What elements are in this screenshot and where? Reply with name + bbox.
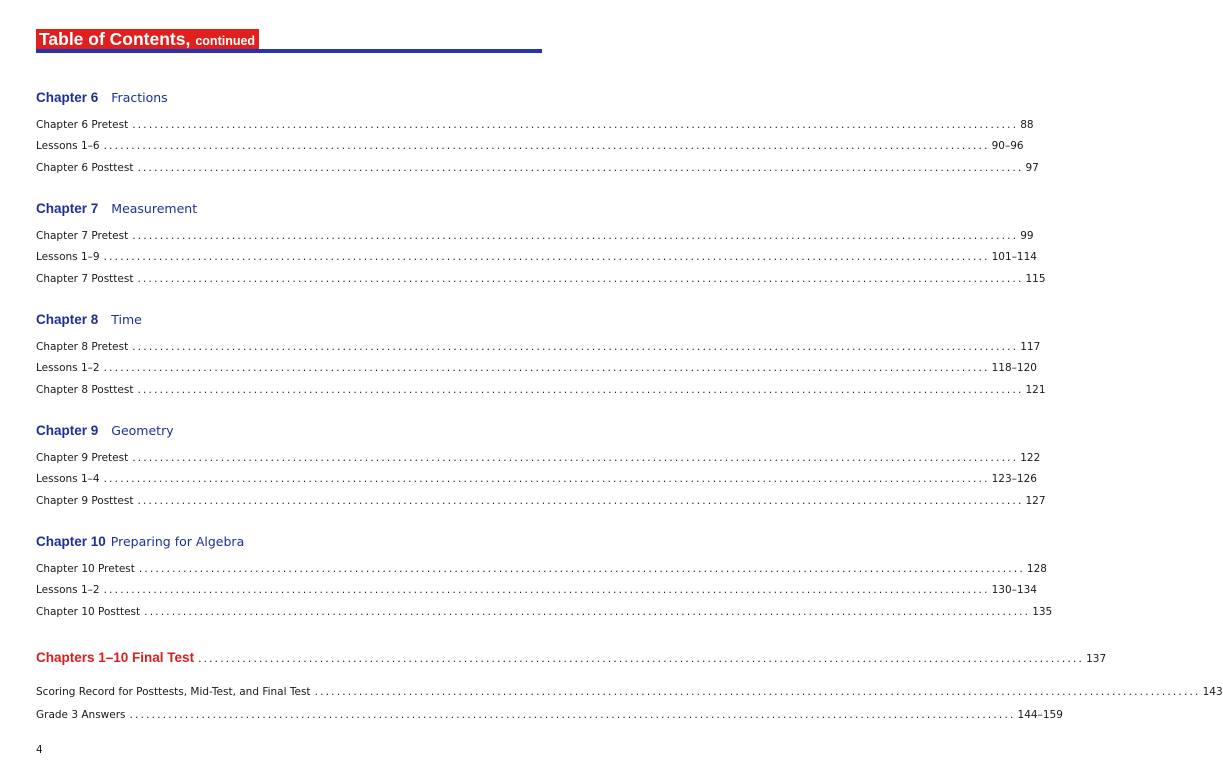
toc-entry[interactable] bbox=[36, 118, 1034, 132]
header-rule bbox=[36, 49, 542, 53]
chapter-heading bbox=[36, 90, 168, 107]
dot-leader: ................................................................................................................................................................ bbox=[132, 230, 1019, 242]
chapter-name: Preparing for Algebra bbox=[110, 534, 245, 549]
chapter-number: Chapter 7 bbox=[36, 201, 99, 216]
dot-leader: ................................................................................................................................................................ bbox=[198, 653, 1085, 665]
chapter-name: Time bbox=[111, 312, 142, 327]
entry-page: 117 bbox=[1020, 341, 1041, 353]
entry-label: Chapter 9 Pretest bbox=[36, 452, 129, 464]
entry-page: 123–126 bbox=[991, 473, 1037, 485]
entry-page: 127 bbox=[1025, 495, 1046, 507]
page-number: 4 bbox=[36, 744, 43, 756]
entry-label: Lessons 1–9 bbox=[36, 251, 100, 263]
chapter-heading bbox=[36, 312, 142, 329]
entry-label: Chapter 6 Posttest bbox=[36, 162, 134, 174]
chapter-heading bbox=[36, 534, 244, 551]
entry-page: 90–96 bbox=[991, 140, 1024, 152]
entry-label: Chapter 7 Pretest bbox=[36, 230, 129, 242]
dot-leader: ................................................................................................................................................................ bbox=[138, 563, 1025, 575]
dot-leader: ................................................................................................................................................................ bbox=[132, 119, 1019, 131]
entry-label: Lessons 1–6 bbox=[36, 140, 100, 152]
entry-label: Scoring Record for Posttests, Mid-Test, and Final Test bbox=[36, 686, 311, 698]
final-test-label: Chapters 1–10 Final Test bbox=[36, 650, 195, 665]
entry-page: 122 bbox=[1020, 452, 1041, 464]
entry-page: 130–134 bbox=[991, 584, 1037, 596]
entry-page: 97 bbox=[1025, 162, 1039, 174]
chapter-heading bbox=[36, 423, 174, 440]
dot-leader: ................................................................................................................................................................ bbox=[144, 606, 1031, 618]
entry-label: Chapter 6 Pretest bbox=[36, 119, 129, 131]
dot-leader: ................................................................................................................................................................ bbox=[132, 341, 1019, 353]
toc-entry[interactable] bbox=[36, 708, 1063, 722]
final-test-entry[interactable] bbox=[36, 650, 1107, 666]
entry-label: Lessons 1–2 bbox=[36, 362, 100, 374]
dot-leader: ................................................................................................................................................................ bbox=[103, 140, 990, 152]
entry-page: 118–120 bbox=[991, 362, 1037, 374]
page-subtitle: continued bbox=[195, 34, 256, 48]
dot-leader: ................................................................................................................................................................ bbox=[132, 452, 1019, 464]
dot-leader: ................................................................................................................................................................ bbox=[103, 251, 990, 263]
toc-entry[interactable] bbox=[36, 494, 1046, 508]
dot-leader: ................................................................................................................................................................ bbox=[103, 473, 990, 485]
dot-leader: ................................................................................................................................................................ bbox=[103, 584, 990, 596]
toc-entry[interactable] bbox=[36, 605, 1053, 619]
entry-label: Lessons 1–2 bbox=[36, 584, 100, 596]
entry-page: 121 bbox=[1025, 384, 1046, 396]
entry-label: Chapter 7 Posttest bbox=[36, 273, 134, 285]
dot-leader: ................................................................................................................................................................ bbox=[103, 362, 990, 374]
chapter-number: Chapter 6 bbox=[36, 90, 99, 105]
toc-entry[interactable] bbox=[36, 583, 1037, 597]
entry-page: 101–114 bbox=[991, 251, 1037, 263]
entry-label: Chapter 9 Posttest bbox=[36, 495, 134, 507]
toc-entry[interactable] bbox=[36, 250, 1037, 264]
chapter-name: Fractions bbox=[111, 90, 168, 105]
toc-entry[interactable] bbox=[36, 361, 1037, 375]
final-test-page: 137 bbox=[1086, 653, 1107, 665]
chapter-number: Chapter 8 bbox=[36, 312, 99, 327]
toc-entry[interactable] bbox=[36, 451, 1041, 465]
entry-page: 99 bbox=[1020, 230, 1034, 242]
entry-page: 88 bbox=[1020, 119, 1034, 131]
entry-label: Chapter 10 Pretest bbox=[36, 563, 135, 575]
entry-page: 135 bbox=[1032, 606, 1053, 618]
page-title: Table of Contents, bbox=[39, 29, 191, 49]
toc-header bbox=[36, 29, 542, 57]
dot-leader: ................................................................................................................................................................ bbox=[137, 384, 1024, 396]
entry-label: Chapter 8 Pretest bbox=[36, 341, 129, 353]
entry-page: 143 bbox=[1202, 686, 1223, 698]
title-banner bbox=[36, 29, 259, 49]
toc-entry[interactable] bbox=[36, 383, 1046, 397]
toc-entry[interactable] bbox=[36, 340, 1041, 354]
dot-leader: ................................................................................................................................................................ bbox=[129, 709, 1016, 721]
chapter-heading bbox=[36, 201, 197, 218]
dot-leader: ................................................................................................................................................................ bbox=[137, 162, 1024, 174]
toc-entry[interactable] bbox=[36, 472, 1037, 486]
toc-entry[interactable] bbox=[36, 229, 1034, 243]
toc-entry[interactable] bbox=[36, 161, 1039, 175]
toc-entry[interactable] bbox=[36, 139, 1024, 153]
entry-page: 144–159 bbox=[1017, 709, 1063, 721]
toc-entry[interactable] bbox=[36, 562, 1047, 576]
entry-label: Grade 3 Answers bbox=[36, 709, 126, 721]
toc-entry[interactable] bbox=[36, 685, 1223, 699]
chapter-name: Geometry bbox=[111, 423, 174, 438]
dot-leader: ................................................................................................................................................................ bbox=[137, 273, 1024, 285]
dot-leader: ................................................................................................................................................................ bbox=[314, 686, 1201, 698]
chapter-name: Measurement bbox=[111, 201, 198, 216]
entry-label: Chapter 10 Posttest bbox=[36, 606, 141, 618]
entry-page: 115 bbox=[1025, 273, 1046, 285]
entry-page: 128 bbox=[1026, 563, 1047, 575]
chapter-number: Chapter 9 bbox=[36, 423, 99, 438]
toc-entry[interactable] bbox=[36, 272, 1046, 286]
entry-label: Lessons 1–4 bbox=[36, 473, 100, 485]
entry-label: Chapter 8 Posttest bbox=[36, 384, 134, 396]
dot-leader: ................................................................................................................................................................ bbox=[137, 495, 1024, 507]
chapter-number: Chapter 10 bbox=[36, 534, 106, 549]
